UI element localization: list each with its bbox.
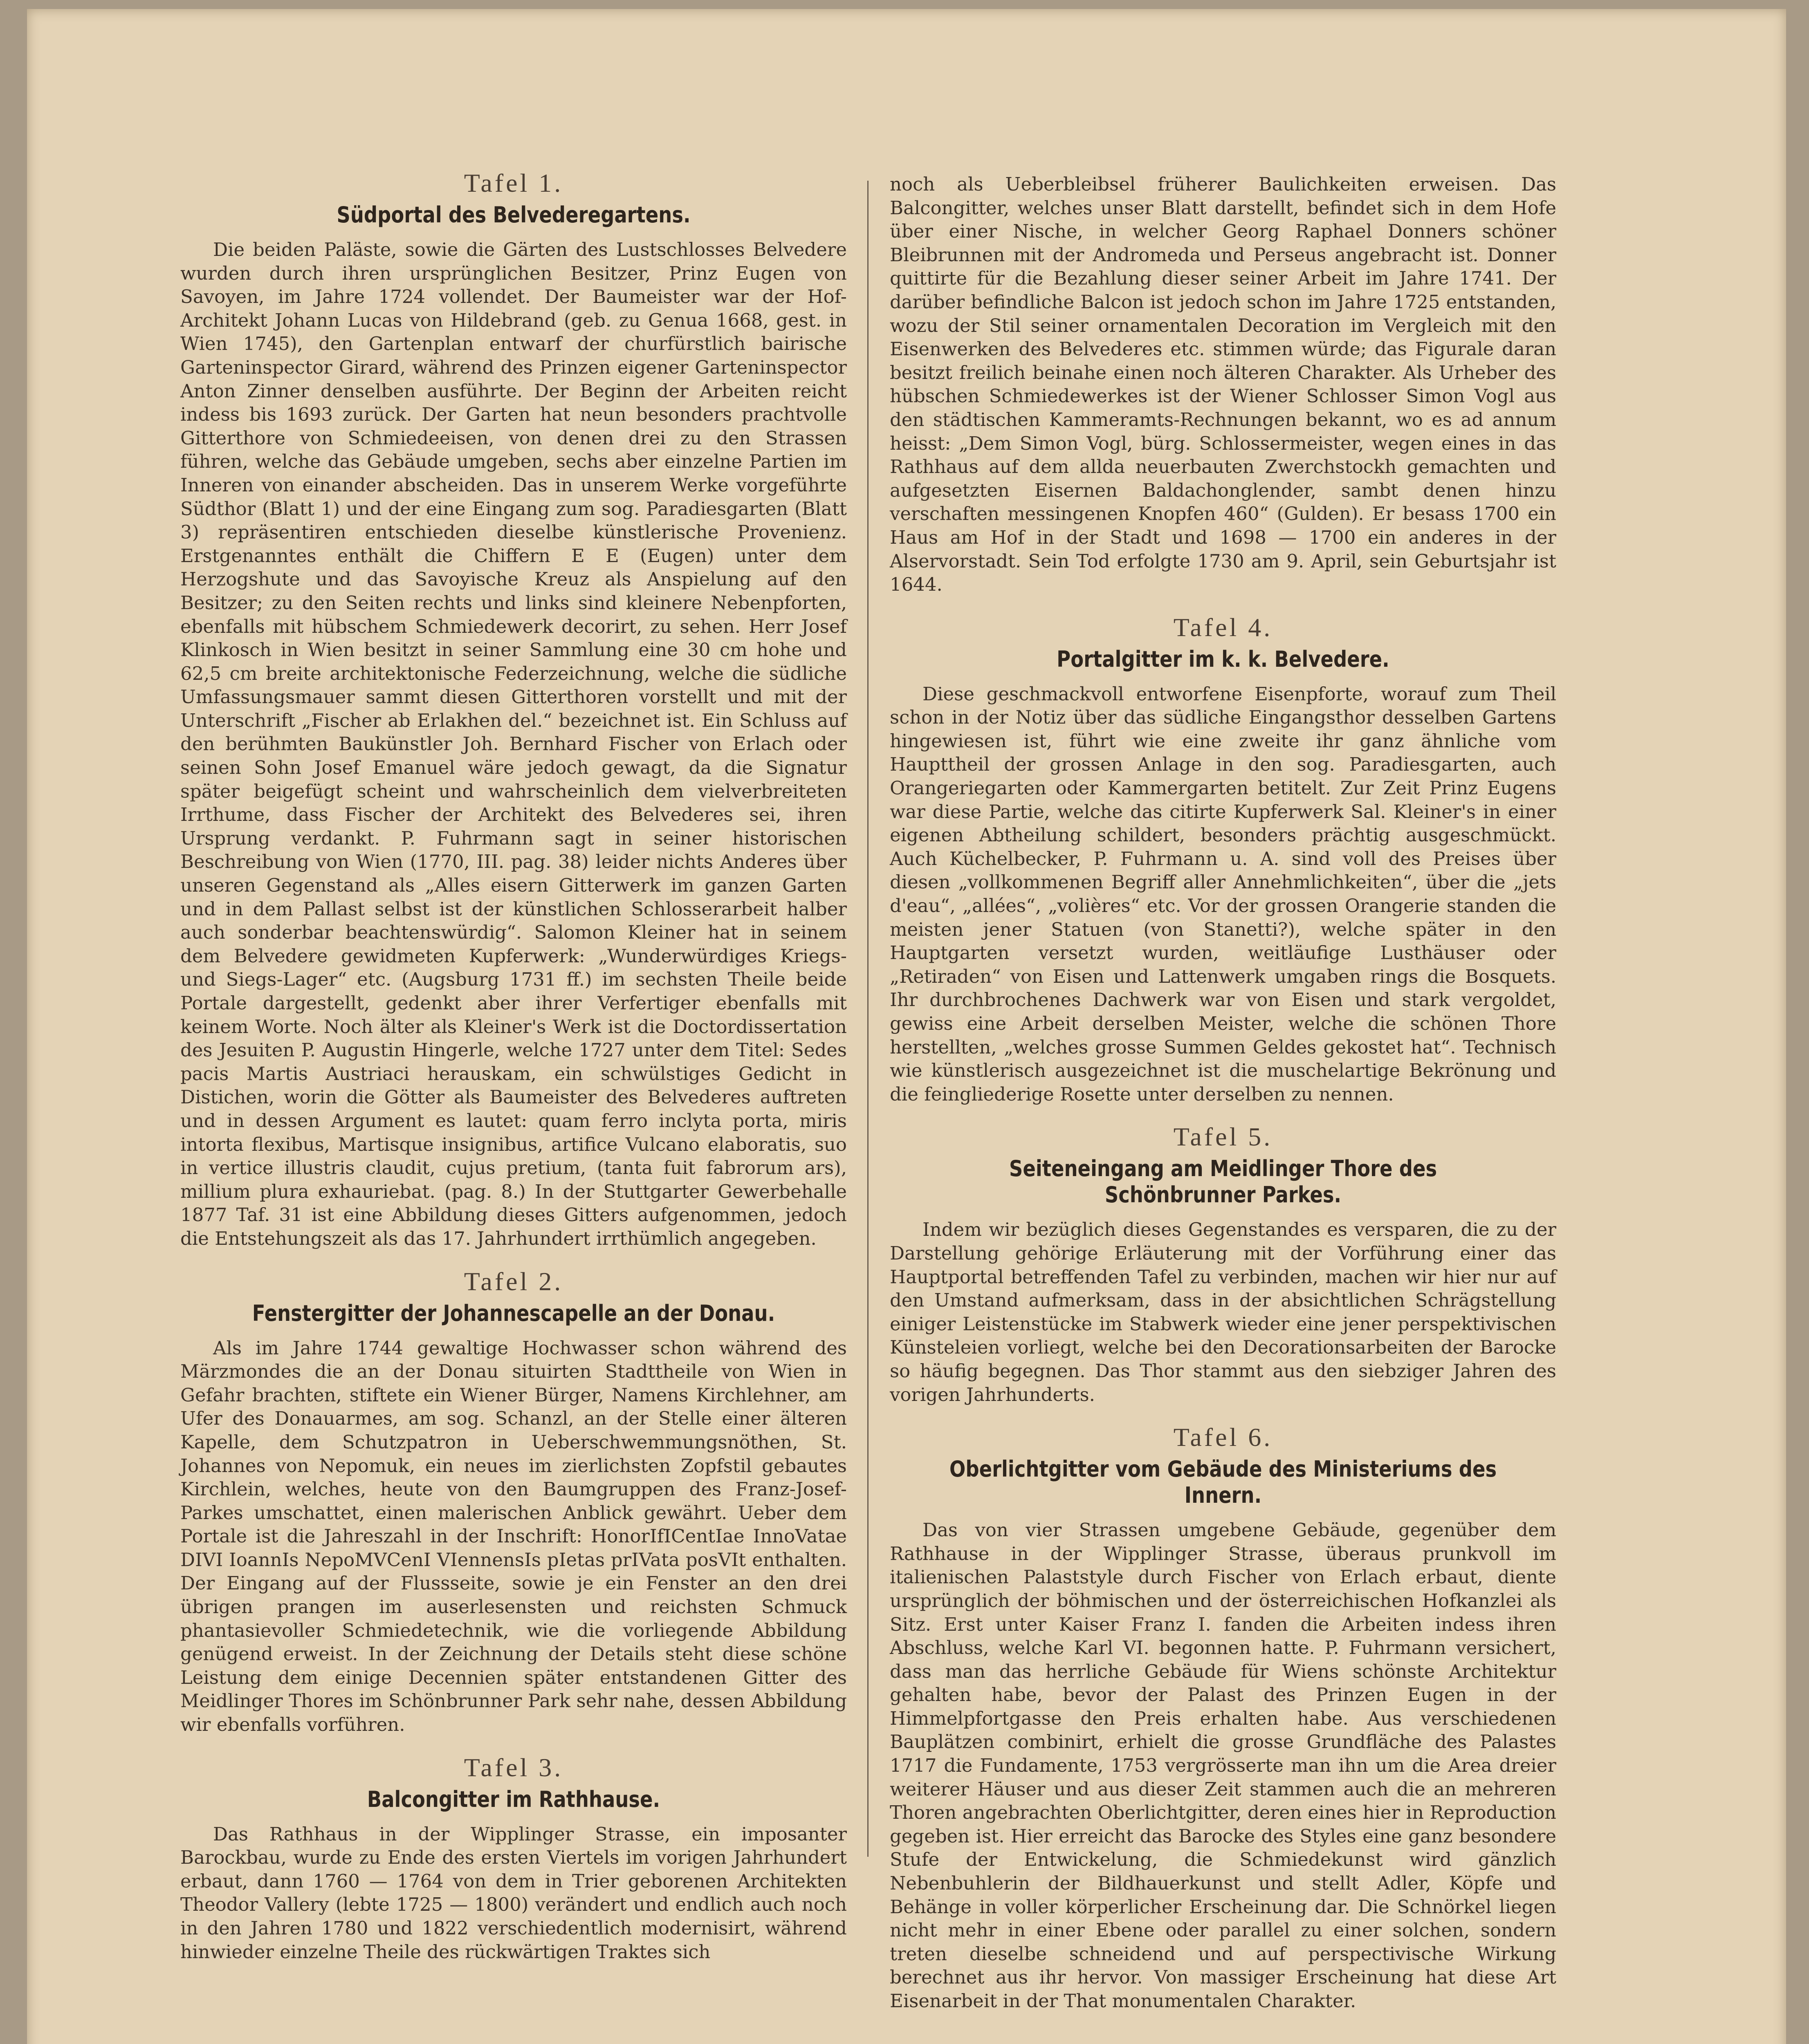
tafel-1-heading: Südportal des Belvederegartens. [337, 202, 691, 228]
tafel-4-text: Diese geschmackvoll entworfene Eisenpforte, worauf zum Theil schon in der Notiz über das südliche Eingangsthor desselben Gartens hingewiesen ist, führt wie eine zweite ihr ganz ähnliche vom Haupttheil der grossen Anlage in den sog. Paradiesgarten, auch Orangeriegarten oder Kammergarten betitelt. Zur Zeit Prinz Eugens war diese Partie, welche das citirte Kupferwerk Sal. Kleiner's in einer eigenen Abtheilung schildert, besonders prächtig ausgeschmückt. Auch Küchelbecker, P. Fuhrmann u. A. sind voll des Preises über diesen „vollkommenen Begriff aller Annehmlichkeiten“, über die „jets d'eau“, „allées“, „volières“ etc. Vor der grossen Orangerie standen die meisten jener Statuen (von Stanetti?), welche später in den Hauptgarten versetzt wurden, weitläufige Lusthäuser oder „Retiraden“ von Eisen und Lattenwerk umgaben rings die Bosquets. Ihr durchbrochenes Dachwerk war von Eisen und stark vergoldet, gewiss eine Arbeit derselben Meister, welche die schönen Thore herstellten, „welches grosse Summen Geldes gekostet hat“. Technisch wie künstlerisch ausgezeichnet ist die muschelartige Bekrönung und die feingliederige Rosette unter derselben zu nennen. [890, 683, 1556, 1105]
tafel-2-label: Tafel 2. [464, 1266, 563, 1296]
right-column [890, 173, 1556, 2023]
tafel-4-label: Tafel 4. [1173, 612, 1273, 642]
page-sheet [27, 9, 1786, 2044]
column-divider [867, 181, 869, 1857]
tafel-1-label: Tafel 1. [464, 168, 563, 197]
tafel-2-heading: Fenstergitter der Johannescapelle an der Donau. [252, 1300, 775, 1326]
tafel-3-label: Tafel 3. [464, 1753, 563, 1782]
tafel-3-text-continued: noch als Ueberbleibsel früherer Baulichkeiten erweisen. Das Balcongitter, welches unser Blatt darstellt, befindet sich in dem Hofe über einer Nische, in welcher Georg Raphael Donners schöner Bleibrunnen mit der Andromeda und Perseus angebracht ist. Donner quittirte für die Bezahlung dieser seiner Arbeit im Jahre 1741. Der darüber befindliche Balcon ist jedoch schon im Jahre 1725 entstanden, wozu der Stil seiner ornamentalen Decoration im Vergleich mit den Eisenwerken des Belvederes etc. stimmen würde; das Figurale daran besitzt freilich beinahe einen noch älteren Charakter. Als Urheber des hübschen Schmiedewerkes ist der Wiener Schlosser Simon Vogl aus den städtischen Kammeramts-Rechnungen bekannt, wo es ad annum heisst: „Dem Simon Vogl, bürg. Schlossermeister, wegen eines in das Rathhaus auf dem allda neuerbauten Zwerchstockh gemachten und aufgesetzten Eisernen Baldachonglender, sambt denen hinzu verschaften messingenen Knopfen 460“ (Gulden). Er besass 1700 ein Haus am Hof in der Stadt und 1698 — 1700 ein anderes in der Alservorstadt. Sein Tod erfolgte 1730 am 9. April, sein Geburtsjahr ist 1644. [890, 173, 1556, 596]
tafel-6-text: Das von vier Strassen umgebene Gebäude, gegenüber dem Rathhause in der Wipplinger Strasse, überaus prunkvoll im italienischen Palaststyle durch Fischer von Erlach erbaut, diente ursprünglich der böhmischen und der österreichischen Hofkanzlei als Sitz. Erst unter Kaiser Franz I. fanden die Arbeiten indess ihren Abschluss, welche Karl VI. begonnen hatte. P. Fuhrmann versichert, dass man das herrliche Gebäude für Wiens schönste Architektur gehalten habe, bevor der Palast des Prinzen Eugen in der Himmelpfortgasse den Preis erhalten habe. Aus verschiedenen Bauplätzen combinirt, erhielt die grosse Grundfläche des Palastes 1717 die Fundamente, 1753 vergrösserte man ihn um die Area dreier weiterer Häuser und aus dieser Zeit stammen auch die an mehreren Thoren angebrachten Oberlichtgitter, deren eines hier in Reproduction gegeben ist. Hier erreicht das Barocke des Styles eine ganz besondere Stufe der Entwickelung, die Schmiedekunst wird gänzlich Nebenbuhlerin der Bildhauerkunst und stellt Adler, Köpfe und Behänge in voller körperlicher Erscheinung dar. Die Schnörkel liegen nicht mehr in einer Ebene oder parallel zu einer solchen, sondern treten dieselbe schneidend und auf perspectivische Wirkung berechnet aus ihr hervor. Von massiger Erscheinung hat diese Art Eisenarbeit in der That monumentalen Charakter. [890, 1519, 1556, 2012]
tafel-5-text: Indem wir bezüglich dieses Gegenstandes es versparen, die zu der Darstellung gehörige Erläuterung mit der Vorführung einer das Hauptportal betreffenden Tafel zu verbinden, machen wir hier nur auf den Umstand aufmerksam, dass in der absichtlichen Schrägstellung einiger Leistenstücke im Stabwerk wieder eine jener perspektivischen Künsteleien vorliegt, welche bei den Decorationsarbeiten der Barocke so häufig begegnen. Das Thor stammt aus den siebziger Jahren des vorigen Jahrhunderts. [890, 1219, 1556, 1405]
tafel-3-heading: Balcongitter im Rathhause. [367, 1786, 660, 1812]
tafel-6-heading: Oberlichtgitter vom Gebäude des Ministeriums des Innern. [949, 1456, 1497, 1508]
left-column [180, 168, 847, 1973]
tafel-5-label: Tafel 5. [1173, 1122, 1273, 1152]
tafel-6-label: Tafel 6. [1173, 1423, 1273, 1452]
tafel-5-heading: Seiteneingang am Meidlinger Thore des Schönbrunner Parkes. [1009, 1156, 1437, 1208]
tafel-1-text: Die beiden Paläste, sowie die Gärten des Lustschlosses Belvedere wurden durch ihren ursprünglichen Besitzer, Prinz Eugen von Savoyen, im Jahre 1724 vollendet. Der Baumeister war der Hof-Architekt Johann Lucas von Hildebrand (geb. zu Genua 1668, gest. in Wien 1745), den Gartenplan entwarf der churfürstlich bairische Garteninspector Girard, während des Prinzen eigener Garteninspector Anton Zinner denselben ausführte. Der Beginn der Arbeiten reicht indess bis 1693 zurück. Der Garten hat neun besonders prachtvolle Gitterthore von Schmiedeeisen, von denen drei zu den Strassen führen, welche das Gebäude umgeben, sechs aber einzelne Partien im Inneren von einander abscheiden. Das in unserem Werke vorgeführte Südthor (Blatt 1) und der eine Eingang zum sog. Paradiesgarten (Blatt 3) repräsentiren entschieden dieselbe künstlerische Provenienz. Erstgenanntes enthält die Chiffern E E (Eugen) unter dem Herzogshute und das Savoyische Kreuz als Anspielung auf den Besitzer; zu den Seiten rechts und links sind kleinere Nebenpforten, ebenfalls mit hübschem Schmiedewerk decorirt, zu sehen. Herr Josef Klinkosch in Wien besitzt in seiner Sammlung eine 30 cm hohe und 62,5 cm breite architektonische Federzeichnung, welche die südliche Umfassungsmauer sammt diesen Gitterthoren vorstellt und mit der Unterschrift „Fischer ab Erlakhen del.“ bezeichnet ist. Ein Schluss auf den berühmten Baukünstler Joh. Bernhard Fischer von Erlach oder seinen Sohn Josef Emanuel wäre jedoch gewagt, da die Signatur später beigefügt scheint und wahrscheinlich dem vielverbreiteten Irrthume, dass Fischer der Architekt des Belvederes sei, ihren Ursprung verdankt. P. Fuhrmann sagt in seiner historischen Beschreibung von Wien (1770, III. pag. 38) leider nichts Anderes über unseren Gegenstand als „Alles eisern Gitterwerk im ganzen Garten und in dem Pallast selbst ist der künstlichen Schlosserarbeit halber auch sonderbar beachtenswürdig“. Salomon Kleiner hat in seinem dem Belvedere gewidmeten Kupferwerk: „Wunderwürdiges Kriegs- und Siegs-Lager“ etc. (Augsburg 1731 ff.) im sechsten Theile beide Portale dargestellt, gedenkt aber ihrer Verfertiger ebenfalls mit keinem Worte. Noch älter als Kleiner's Werk ist die Doctordissertation des Jesuiten P. Augustin Hingerle, welche 1727 unter dem Titel: Sedes pacis Martis Austriaci herauskam, ein schwülstiges Gedicht in Distichen, worin die Götter als Baumeister des Belvederes auftreten und in dessen Argument es lautet: quam ferro inclyta porta, miris intorta flexibus, Martisque insignibus, artifice Vulcano elaboratis, suo in vertice illustris claudit, cujus pretium, (tanta fuit fabrorum ars), millium plura exhauriebat. (pag. 8.) In der Stuttgarter Gewerbehalle 1877 Taf. 31 ist eine Abbildung dieses Gitters aufgenommen, jedoch die Entstehungszeit als das 17. Jahrhundert irrthümlich angegeben. [180, 239, 847, 1249]
tafel-3-text: Das Rathhaus in der Wipplinger Strasse, ein imposanter Barockbau, wurde zu Ende des ersten Viertels im vorigen Jahrhundert erbaut, dann 1760 — 1764 von dem in Trier geborenen Architekten Theodor Vallery (lebte 1725 — 1800) verändert und endlich auch noch in den Jahren 1780 und 1822 verschiedentlich modernisirt, während hinwieder einzelne Theile des rückwärtigen Traktes sich [180, 1823, 847, 1963]
tafel-4-heading: Portalgitter im k. k. Belvedere. [1057, 646, 1389, 672]
tafel-2-text: Als im Jahre 1744 gewaltige Hochwasser schon während des Märzmondes die an der Donau situirten Stadttheile von Wien in Gefahr brachten, stiftete ein Wiener Bürger, Namens Kirchlehner, am Ufer des Donauarmes, am sog. Schanzl, an der Stelle einer älteren Kapelle, dem Schutzpatron in Ueberschwemmungsnöthen, St. Johannes von Nepomuk, ein neues im zierlichsten Zopfstil gebautes Kirchlein, welches, heute von den Baumgruppen des Franz-Josef-Parkes umschattet, einen malerischen Anblick gewährt. Ueber dem Portale ist die Jahreszahl in der Inschrift: HonorIfICentIae InnoVatae DIVI IoannIs NepoMVCenI VIennensIs pIetas prIVata posVIt enthalten. Der Eingang auf der Flussseite, sowie je ein Fenster an den drei übrigen prangen im auserlesensten und reichsten Schmuck phantasievoller Schmiedetechnik, wie die vorliegende Abbildung genügend erweist. In der Zeichnung der Details steht diese schöne Leistung dem einige Decennien später entstandenen Gitter des Meidlinger Thores im Schönbrunner Park sehr nahe, dessen Abbildung wir ebenfalls vorführen. [180, 1337, 847, 1736]
